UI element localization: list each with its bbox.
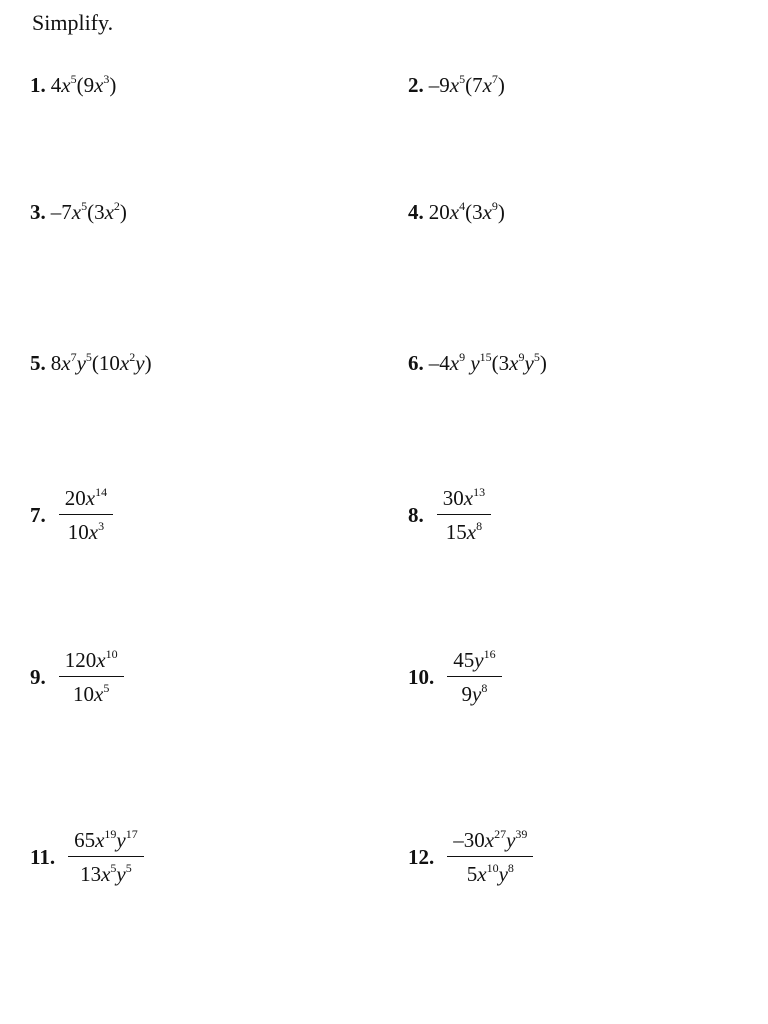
problem-expression xyxy=(51,197,127,227)
fraction xyxy=(437,484,491,546)
math-variable: y xyxy=(472,682,482,706)
math-text: 10 xyxy=(73,682,94,706)
problem-9 xyxy=(30,646,124,708)
math-exponent: 5 xyxy=(110,861,117,875)
problem-number: 1. xyxy=(30,72,46,97)
fraction-numerator xyxy=(447,826,533,856)
problem-expression xyxy=(429,197,505,227)
problem-number: 3. xyxy=(30,199,46,224)
problem-number: 7. xyxy=(30,502,46,527)
math-exponent: 39 xyxy=(515,827,528,841)
math-exponent: 2 xyxy=(113,199,120,213)
math-exponent: 19 xyxy=(104,827,117,841)
math-variable: y xyxy=(116,862,126,886)
math-variable: x xyxy=(119,351,130,375)
math-text: ) xyxy=(497,200,505,224)
math-exponent: 17 xyxy=(125,827,138,841)
fraction-numerator xyxy=(59,484,113,514)
math-text: ) xyxy=(539,351,547,375)
instruction-heading: Simplify. xyxy=(32,10,114,35)
math-variable: y xyxy=(498,862,508,886)
problem-10 xyxy=(408,646,502,708)
fraction-numerator xyxy=(437,484,491,514)
problem-number: 6. xyxy=(408,350,424,375)
fraction-numerator xyxy=(447,646,501,676)
math-text: ) xyxy=(497,73,505,97)
problem-3 xyxy=(30,197,127,227)
math-text: ) xyxy=(144,351,152,375)
fraction xyxy=(59,484,113,546)
math-exponent: 7 xyxy=(70,350,77,364)
math-text: (3 xyxy=(87,200,105,224)
math-exponent: 9 xyxy=(491,199,498,213)
math-text: 20 xyxy=(428,200,450,224)
problem-5 xyxy=(30,348,152,378)
math-text: (9 xyxy=(76,73,95,97)
problem-7 xyxy=(30,484,113,546)
math-exponent: 16 xyxy=(483,647,496,661)
math-exponent: 10 xyxy=(105,647,118,661)
math-variable: x xyxy=(61,73,71,97)
math-exponent: 5 xyxy=(85,350,92,364)
problem-2 xyxy=(408,70,505,100)
math-exponent: 3 xyxy=(103,72,110,86)
math-variable: x xyxy=(94,73,104,97)
math-text: ) xyxy=(109,73,117,97)
math-variable: y xyxy=(470,351,480,375)
math-variable: x xyxy=(482,73,492,97)
math-exponent: 5 xyxy=(70,72,77,86)
math-variable: x xyxy=(85,486,96,510)
math-variable: y xyxy=(524,351,534,375)
math-exponent: 5 xyxy=(103,681,110,695)
math-variable: x xyxy=(101,862,111,886)
math-exponent: 14 xyxy=(95,485,108,499)
problem-expression xyxy=(429,70,505,100)
fraction xyxy=(447,826,533,888)
math-exponent: 5 xyxy=(459,72,466,86)
math-exponent: 5 xyxy=(125,861,132,875)
math-variable: x xyxy=(104,200,114,224)
math-variable: x xyxy=(449,351,460,375)
math-text: 30 xyxy=(442,486,464,510)
math-text: –9 xyxy=(428,73,450,97)
math-variable: x xyxy=(463,486,474,510)
math-variable: y xyxy=(506,828,516,852)
math-exponent: 4 xyxy=(459,199,466,213)
problem-number: 9. xyxy=(30,664,46,689)
math-variable: x xyxy=(509,351,519,375)
fraction xyxy=(447,646,501,708)
math-text: 5 xyxy=(466,862,478,886)
problem-expression xyxy=(429,348,547,378)
math-exponent: 9 xyxy=(459,350,466,364)
math-exponent: 2 xyxy=(129,350,136,364)
math-text: (10 xyxy=(91,351,120,375)
fraction-numerator xyxy=(68,826,144,856)
math-variable: x xyxy=(61,351,71,375)
math-exponent: 3 xyxy=(98,519,105,533)
math-text: 13 xyxy=(80,862,102,886)
math-variable: x xyxy=(449,73,460,97)
fraction xyxy=(59,646,124,708)
fraction-numerator xyxy=(59,646,124,676)
math-exponent: 5 xyxy=(81,199,88,213)
problem-number: 2. xyxy=(408,72,424,97)
fraction-denominator xyxy=(67,677,115,708)
math-variable: x xyxy=(94,682,104,706)
fraction-denominator xyxy=(461,857,520,888)
problem-expression xyxy=(51,348,152,378)
math-text: 9 xyxy=(461,682,472,706)
fraction xyxy=(68,826,144,888)
math-text: 8 xyxy=(50,351,62,375)
math-text: –4 xyxy=(428,351,450,375)
math-text: ) xyxy=(119,200,127,224)
fraction-denominator xyxy=(456,677,494,708)
math-variable: x xyxy=(482,200,492,224)
problem-number: 10. xyxy=(408,664,435,689)
math-exponent: 13 xyxy=(473,485,486,499)
math-text: 120 xyxy=(64,648,97,672)
problem-4 xyxy=(408,197,505,227)
math-variable: y xyxy=(474,648,484,672)
math-exponent: 27 xyxy=(494,827,507,841)
math-text: 4 xyxy=(50,73,62,97)
problem-number: 4. xyxy=(408,199,424,224)
math-variable: x xyxy=(95,828,105,852)
math-variable: x xyxy=(71,200,82,224)
math-text: (3 xyxy=(465,200,483,224)
problem-number: 12. xyxy=(408,844,435,869)
problem-number: 5. xyxy=(30,350,46,375)
math-text: 45 xyxy=(453,648,475,672)
math-variable: x xyxy=(88,520,99,544)
math-exponent: 9 xyxy=(518,350,525,364)
math-variable: x xyxy=(96,648,106,672)
problem-6 xyxy=(408,348,547,378)
problem-8 xyxy=(408,484,491,546)
math-variable: y xyxy=(135,351,145,375)
math-text: 20 xyxy=(64,486,86,510)
math-variable: x xyxy=(477,862,487,886)
math-exponent: 15 xyxy=(479,350,492,364)
math-exponent: 10 xyxy=(486,861,499,875)
fraction-denominator xyxy=(440,515,488,546)
math-exponent: 7 xyxy=(491,72,498,86)
math-text: (7 xyxy=(465,73,483,97)
problem-number: 11. xyxy=(30,844,56,869)
math-variable: x xyxy=(484,828,495,852)
math-text: 65 xyxy=(74,828,96,852)
fraction-denominator xyxy=(62,515,110,546)
math-variable: y xyxy=(116,828,126,852)
problem-1 xyxy=(30,70,116,100)
math-exponent: 5 xyxy=(533,350,540,364)
math-exponent: 8 xyxy=(481,681,488,695)
math-text: –30 xyxy=(453,828,485,852)
math-text: 15 xyxy=(445,520,467,544)
math-exponent: 8 xyxy=(507,861,514,875)
math-text: 10 xyxy=(67,520,89,544)
problem-expression xyxy=(51,70,117,100)
math-variable: x xyxy=(449,200,460,224)
math-exponent: 8 xyxy=(476,519,483,533)
fraction-denominator xyxy=(74,857,138,888)
problem-11 xyxy=(30,826,144,888)
math-variable: y xyxy=(76,351,86,375)
math-text: –7 xyxy=(50,200,72,224)
problem-number: 8. xyxy=(408,502,424,527)
problem-12 xyxy=(408,826,533,888)
math-text: (3 xyxy=(491,351,510,375)
math-variable: x xyxy=(466,520,477,544)
